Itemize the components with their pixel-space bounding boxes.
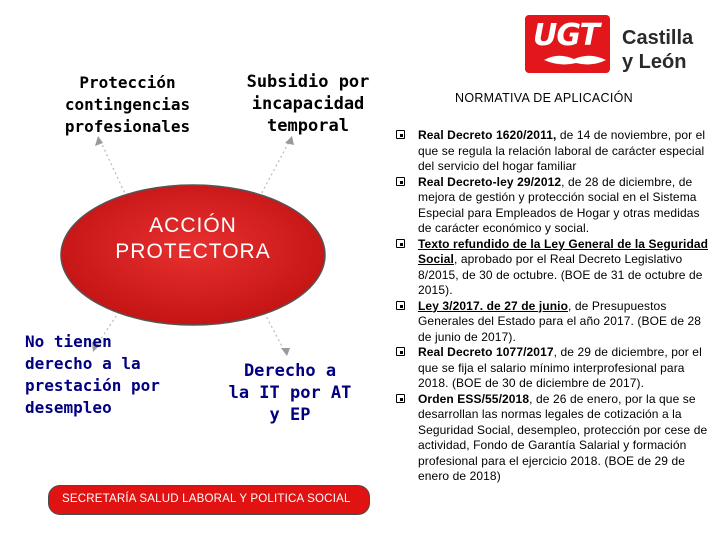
node-line: incapacidad [251,94,365,114]
arrowhead-bottom-right [281,348,290,356]
hub-label [95,213,291,265]
checkbox-bullet-icon [396,301,405,310]
regulation-item [396,175,714,237]
arrowhead-top-right [285,136,294,145]
regulation-text: , de 26 de enero, por la que se desarrollan las normas legales de cotización a la Seguridad Social, desempleo, protección por cese de actividad, Fondo de Garantía Salarial y formación profesional para el ejercicio 2018. (BOE de 29 de enero de 2018) [418,391,708,483]
node-temporary-disability [228,71,388,137]
checkbox-bullet-icon [396,394,405,403]
node-occupational-protection [45,72,210,138]
regulation-text: , aprobado por el Real Decreto Legislativo 8/2015, de 30 de octubre. (BOE de 31 de octubre de 2015). [418,252,703,297]
regulation-ref: Real Decreto 1077/2017 [418,345,554,359]
hub-label-line-1: ACCIÓN [149,214,237,237]
regulation-item [396,392,714,485]
node-line: la IT por AT [228,383,352,403]
regulation-ref: Real Decreto-ley 29/2012 [418,174,562,189]
regulation-item [396,299,714,346]
node-line: prestación por [25,376,160,395]
regulation-item [396,345,714,392]
checkbox-bullet-icon [396,347,405,356]
node-line: Protección [79,73,176,92]
hub-label-line-2: PROTECTORA [115,240,271,263]
regulation-item [396,237,714,299]
logo-region-line-2: y León [622,51,687,73]
checkbox-bullet-icon [396,177,405,186]
checkbox-bullet-icon [396,130,405,139]
node-line: temporal [267,116,349,136]
node-no-unemployment [25,331,170,419]
regulation-text: , de 29 de diciembre, por el que se fija el salario mínimo interprofesional para 2018. (BOE de 30 de diciembre de 2017). [418,345,702,390]
regulation-ref: Real Decreto 1620/2011, [418,128,557,142]
node-line: derecho a la [25,354,141,373]
regulation-text: de 14 de noviembre, por el que se regula la relación laboral de carácter especial del servicio del hogar familiar [418,128,706,173]
node-line: contingencias [64,95,191,114]
node-line: desempleo [25,398,112,417]
node-line: profesionales [64,117,191,136]
node-line: No tienen [25,332,112,351]
regulation-text: , de 28 de diciembre, de mejora de gestión y protección social en el Sistema Especial para Empleados de Hogar y otras medidas de carácter económico y social. [418,174,700,235]
node-it-right [220,360,360,426]
regulation-list [396,128,714,485]
regulation-item [396,128,714,175]
regulation-ref: Ley 3/2017. de 27 de junio [418,298,568,313]
node-line: y EP [269,405,311,425]
regulation-text: , de Presupuestos Generales del Estado para el año 2017. (BOE de 28 de junio de 2017). [418,298,702,344]
node-line: Derecho a [243,361,337,381]
regulation-title: NORMATIVA DE APLICACIÓN [455,91,633,105]
node-line: Subsidio por [246,72,370,92]
ugt-logo-text: UGT [533,18,599,53]
regulation-ref: Texto refundido de la Ley General de la Seguridad Social [418,236,709,266]
logo-region-line-1: Castilla [622,27,694,49]
footer-label: SECRETARÍA SALUD LABORAL Y POLITICA SOCIAL [62,493,351,505]
handshake-icon [540,50,612,70]
regulation-ref: Orden ESS/55/2018 [418,391,530,406]
checkbox-bullet-icon [396,239,405,248]
logo-region [622,26,693,74]
